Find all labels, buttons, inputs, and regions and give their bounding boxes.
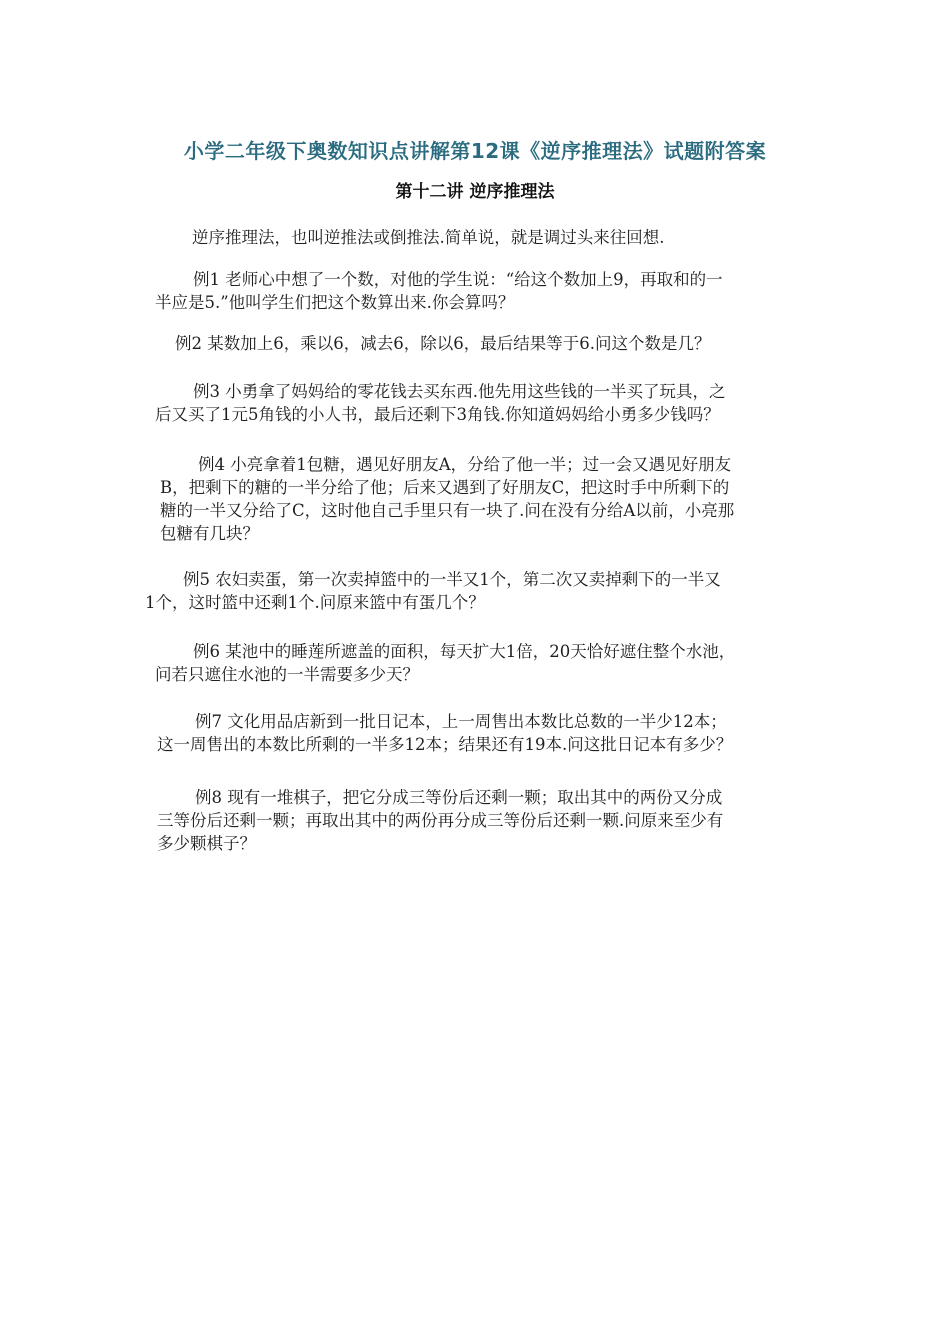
lecture-title: 第十二讲 逆序推理法 — [395, 182, 555, 202]
example-1 — [155, 268, 723, 314]
document-title: 小学二年级下奥数知识点讲解第12课《逆序推理法》试题附答案 — [183, 139, 767, 163]
example-4-line-1: 例4 小亮拿着1包糖，遇见好朋友A，分给了他一半；过一会又遇见好朋友 — [198, 455, 732, 474]
example-4 — [160, 453, 734, 545]
example-8-line-1: 例8 现有一堆棋子，把它分成三等份后还剩一颗；取出其中的两份又分成 — [195, 788, 723, 807]
example-7-line-2: 这一周售出的本数比所剩的一半多12本；结果还有19本.问这批日记本有多少？ — [157, 735, 733, 754]
example-5-line-2: 1个，这时篮中还剩1个.问原来篮中有蛋几个？ — [145, 593, 485, 612]
example-2 — [175, 332, 710, 355]
intro-paragraph: 逆序推理法，也叫逆推法或倒推法.简单说，就是调过头来往回想. — [192, 228, 665, 247]
example-8-line-3: 多少颗棋子？ — [157, 834, 256, 853]
example-4-line-3: 糖的一半又分给了C，这时他自己手里只有一块了.问在没有分给A以前，小亮那 — [160, 501, 735, 520]
example-6-line-1: 例6 某池中的睡莲所遮盖的面积，每天扩大1倍，20天恰好遮住整个水池， — [193, 642, 736, 661]
example-5 — [145, 568, 721, 614]
example-3-line-1: 例3 小勇拿了妈妈给的零花钱去买东西.他先用这些钱的一半买了玩具，之 — [193, 382, 726, 401]
example-2-line-1: 例2 某数加上6，乘以6，减去6，除以6，最后结果等于6.问这个数是几？ — [175, 334, 711, 353]
example-1-line-2: 半应是5.”他叫学生们把这个数算出来.你会算吗？ — [155, 293, 515, 312]
example-6 — [155, 640, 735, 686]
example-3 — [155, 380, 726, 426]
example-8 — [157, 786, 723, 855]
example-4-line-2: B，把剩下的糖的一半分给了他；后来又遇到了好朋友C，把这时手中所剩下的 — [160, 478, 730, 497]
example-6-line-2: 问若只遮住水池的一半需要多少天？ — [155, 665, 419, 684]
example-4-line-4: 包糖有几块？ — [160, 524, 259, 543]
example-7 — [157, 710, 732, 756]
example-5-line-1: 例5 农妇卖蛋，第一次卖掉篮中的一半又1个，第二次又卖掉剩下的一半又 — [183, 570, 721, 589]
example-1-line-1: 例1 老师心中想了一个数，对他的学生说：“给这个数加上9，再取和的一 — [193, 270, 723, 289]
example-8-line-2: 三等份后还剩一颗；再取出其中的两份再分成三等份后还剩一颗.问原来至少有 — [157, 811, 724, 830]
example-7-line-1: 例7 文化用品店新到一批日记本，上一周售出本数比总数的一半少12本； — [195, 712, 727, 731]
example-3-line-2: 后又买了1元5角钱的小人书，最后还剩下3角钱.你知道妈妈给小勇多少钱吗？ — [155, 405, 720, 424]
